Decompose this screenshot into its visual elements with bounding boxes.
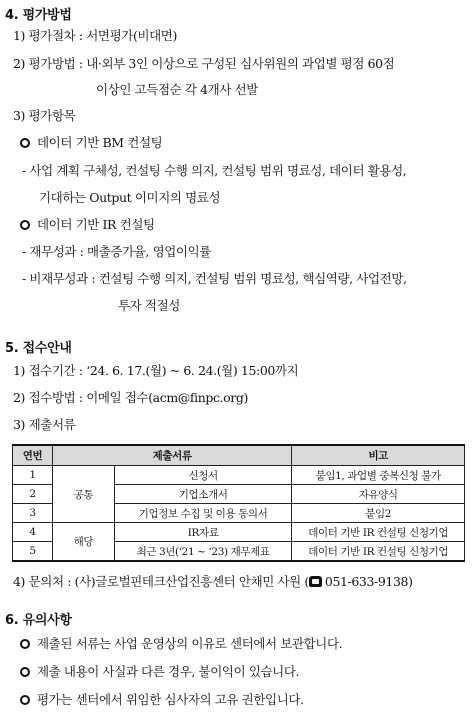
bm-consulting-item — [20, 133, 162, 151]
ir-consulting-label: 데이터 기반 IR 컨설팅 — [37, 217, 155, 232]
ir-consulting-item — [20, 215, 155, 233]
ir-nonfinancial-line1: - 비재무성과 : 컨설팅 수행 의지, 컨설팅 범위 명료성, 핵심역량, 사업전망, — [22, 271, 407, 286]
section-5-title: 5. 접수안내 — [5, 341, 72, 356]
row-note: 자유양식 — [292, 485, 465, 504]
application-period: 1) 접수기간 : ‘24. 6. 17.(월) ~ 6. 24.(월) 15:00까지 — [13, 363, 299, 378]
row-no: 2 — [13, 485, 53, 504]
eval-method-line1: 2) 평가방법 : 내·외부 3인 이상으로 구성된 심사위원의 과업별 평점 60점 — [13, 56, 395, 71]
row-no: 3 — [13, 504, 53, 523]
table-row — [13, 466, 465, 485]
bm-consulting-label: 데이터 기반 BM 컨설팅 — [37, 135, 163, 150]
group-applicable: 해당 — [52, 523, 114, 562]
row-note: 데이터 기반 IR 컨설팅 신청기업 — [292, 542, 465, 562]
section-6-title: 6. 유의사항 — [5, 613, 72, 628]
hollow-circle-icon — [20, 220, 30, 230]
row-document: 기업정보 수집 및 이용 동의서 — [114, 504, 292, 523]
col-header-no: 연번 — [13, 445, 53, 466]
hollow-circle-icon — [20, 695, 30, 705]
contact-prefix: 4) 문의처 : (사)글로벌핀테크산업진흥센터 안채민 사원 ( — [13, 574, 309, 589]
notice-item-3 — [20, 690, 304, 708]
ir-financial-criteria: - 재무성과 : 매출증가율, 영업이익률 — [22, 244, 211, 259]
contact-info — [13, 572, 413, 590]
eval-procedure: 1) 평가절차 : 서면평가(비대면) — [13, 28, 177, 43]
phone-icon — [309, 576, 322, 587]
row-note: 데이터 기반 IR 컨설팅 신청기업 — [292, 523, 465, 542]
row-no: 4 — [13, 523, 53, 542]
notice-item-2 — [20, 662, 299, 680]
notice-text-1: 제출된 서류는 사업 운영상의 이유로 센터에서 보관합니다. — [37, 636, 343, 651]
bm-criteria-line2: 기대하는 Output 이미지의 명료성 — [39, 190, 221, 205]
row-document: 최근 3년(‘21 ~ ‘23) 재무제표 — [114, 542, 292, 562]
notice-item-1 — [20, 634, 342, 652]
required-docs-table — [12, 444, 465, 562]
row-document: 기업소개서 — [114, 485, 292, 504]
table-row — [13, 523, 465, 542]
eval-items-label: 3) 평가항목 — [13, 108, 76, 123]
row-note: 붙임1, 과업별 중복신청 불가 — [292, 466, 465, 485]
required-docs-label: 3) 제출서류 — [13, 417, 76, 432]
row-note: 붙임2 — [292, 504, 465, 523]
application-method: 2) 접수방법 : 이메일 접수(acm@finpc.org) — [13, 390, 248, 405]
contact-phone: 051-633-9138) — [324, 574, 413, 589]
table-header-row — [13, 445, 465, 466]
row-document: 신청서 — [114, 466, 292, 485]
hollow-circle-icon — [20, 639, 30, 649]
notice-text-3: 평가는 센터에서 위임한 심사자의 고유 권한입니다. — [37, 692, 304, 707]
row-no: 5 — [13, 542, 53, 562]
group-common: 공통 — [52, 466, 114, 523]
ir-nonfinancial-line2: 투자 적절성 — [118, 298, 180, 313]
row-no: 1 — [13, 466, 53, 485]
col-header-note: 비고 — [292, 445, 465, 466]
eval-method-line2: 이상인 고득점순 각 4개사 선발 — [96, 82, 258, 97]
section-4-title: 4. 평가방법 — [5, 8, 72, 23]
row-document: IR자료 — [114, 523, 292, 542]
hollow-circle-icon — [20, 138, 30, 148]
bm-criteria-line1: - 사업 계획 구체성, 컨설팅 수행 의지, 컨설팅 범위 명료성, 데이터 활용성, — [22, 163, 407, 178]
hollow-circle-icon — [20, 667, 30, 677]
col-header-document: 제출서류 — [52, 445, 291, 466]
notice-text-2: 제출 내용이 사실과 다른 경우, 불이익이 있습니다. — [37, 664, 300, 679]
